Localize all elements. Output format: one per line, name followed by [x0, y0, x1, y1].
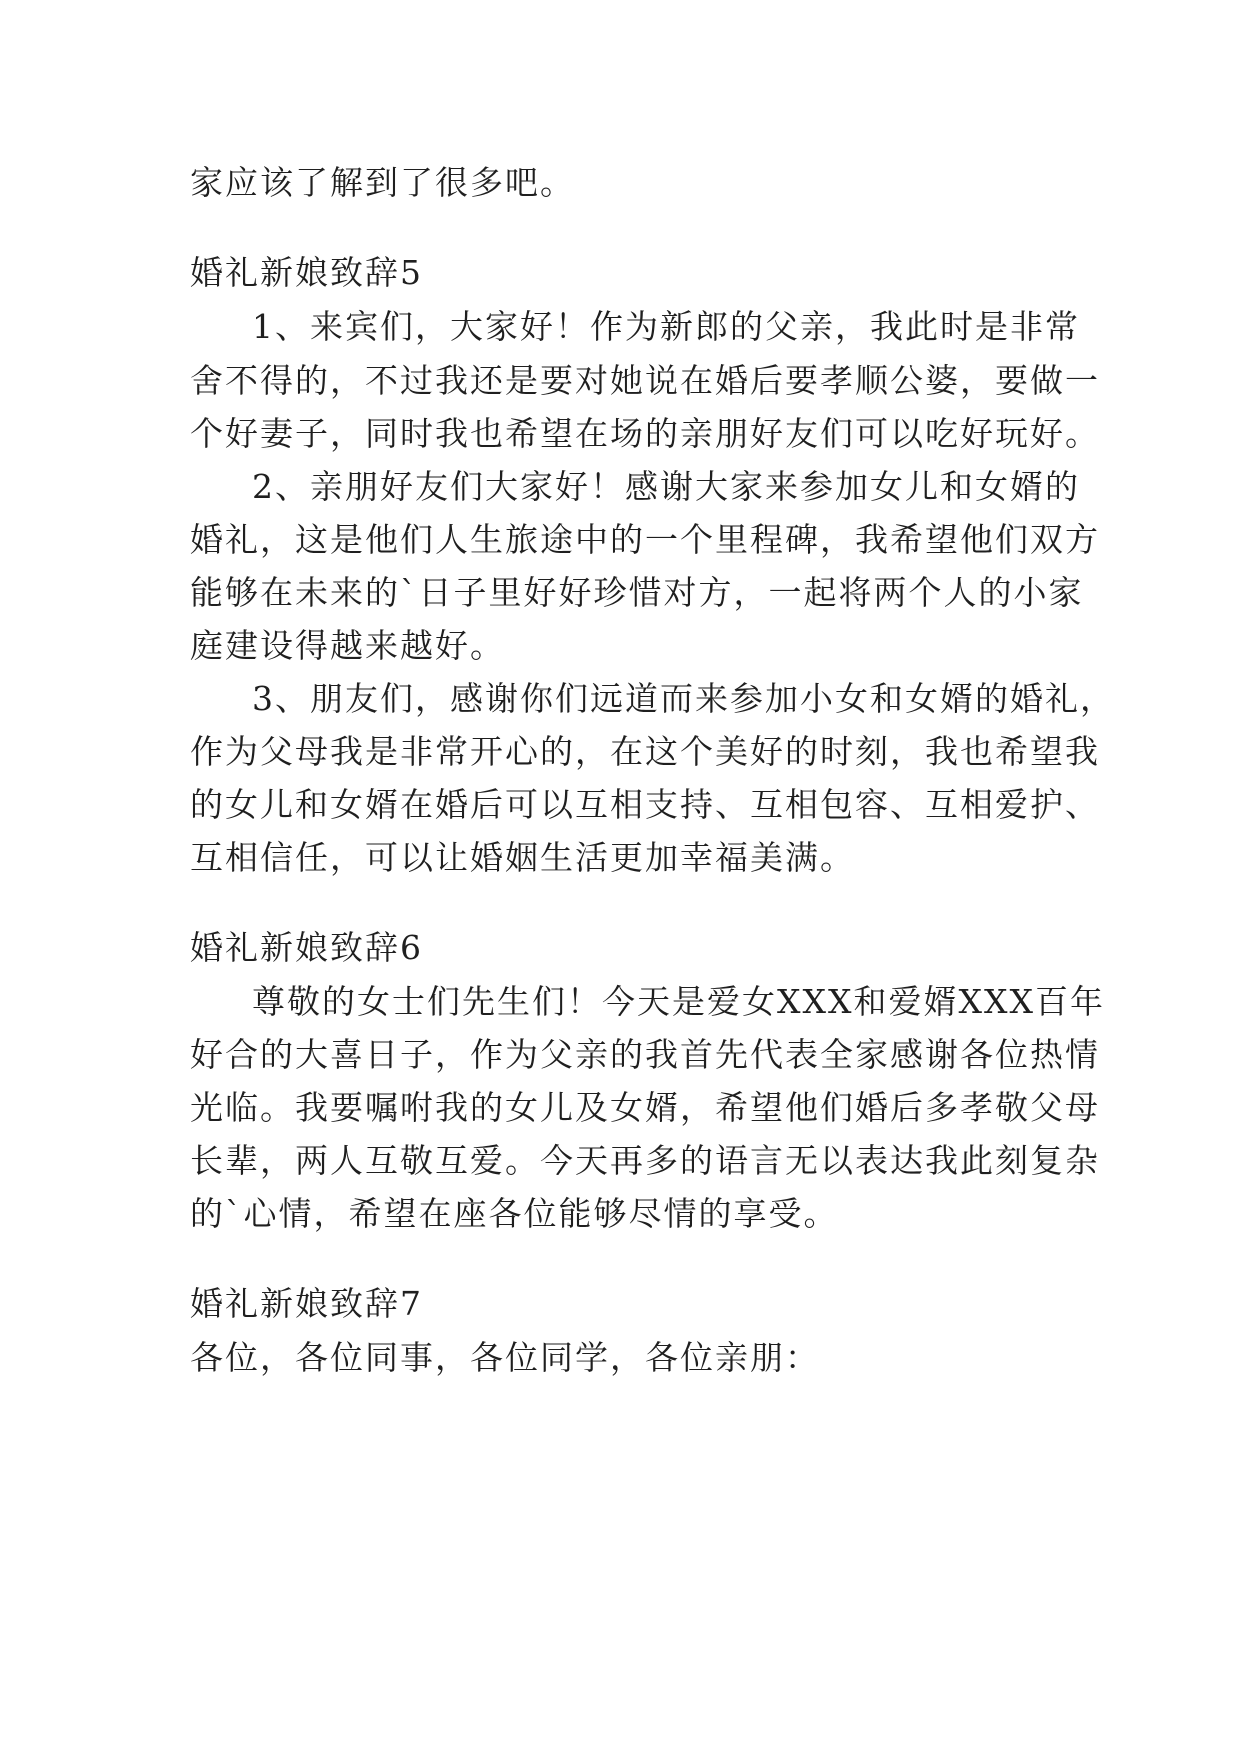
paragraph-line: 尊敬的女士们先生们！今天是爱女XXX和爱婿XXX百年: [252, 982, 1105, 1021]
paragraph-line: 1、来宾们，大家好！作为新郎的父亲，我此时是非常: [252, 307, 1080, 346]
paragraph-line: 各位，各位同事，各位同学，各位亲朋：: [190, 1338, 820, 1377]
paragraph-line: 庭建设得越来越好。: [190, 626, 505, 665]
paragraph-line: 个好妻子，同时我也希望在场的亲朋好友们可以吃好玩好。: [190, 414, 1100, 453]
paragraph-line: 的`心情，希望在座各位能够尽情的享受。: [190, 1194, 839, 1233]
paragraph-line: 舍不得的，不过我还是要对她说在婚后要孝顺公婆，要做一: [190, 361, 1100, 400]
paragraph-line: 婚礼，这是他们人生旅途中的一个里程碑，我希望他们双方: [190, 520, 1100, 559]
paragraph-line: 光临。我要嘱咐我的女儿及女婿，希望他们婚后多孝敬父母: [190, 1088, 1100, 1127]
section-heading: 婚礼新娘致辞6: [190, 928, 423, 967]
section-heading: 婚礼新娘致辞7: [190, 1284, 423, 1323]
paragraph-line: 能够在未来的`日子里好好珍惜对方，一起将两个人的小家: [190, 573, 1084, 612]
paragraph-line: 好合的大喜日子，作为父亲的我首先代表全家感谢各位热情: [190, 1035, 1100, 1074]
paragraph-line: 作为父母我是非常开心的，在这个美好的时刻，我也希望我: [190, 732, 1100, 771]
section-heading: 婚礼新娘致辞5: [190, 253, 423, 292]
paragraph-line: 家应该了解到了很多吧。: [190, 163, 575, 202]
paragraph-line: 互相信任，可以让婚姻生活更加幸福美满。: [190, 838, 855, 877]
paragraph-line: 2、亲朋好友们大家好！感谢大家来参加女儿和女婿的: [252, 467, 1080, 506]
paragraph-line: 的女儿和女婿在婚后可以互相支持、互相包容、互相爱护、: [190, 785, 1100, 824]
paragraph-line: 3、朋友们，感谢你们远道而来参加小女和女婿的婚礼，: [252, 679, 1115, 718]
paragraph-line: 长辈，两人互敬互爱。今天再多的语言无以表达我此刻复杂: [190, 1141, 1100, 1180]
